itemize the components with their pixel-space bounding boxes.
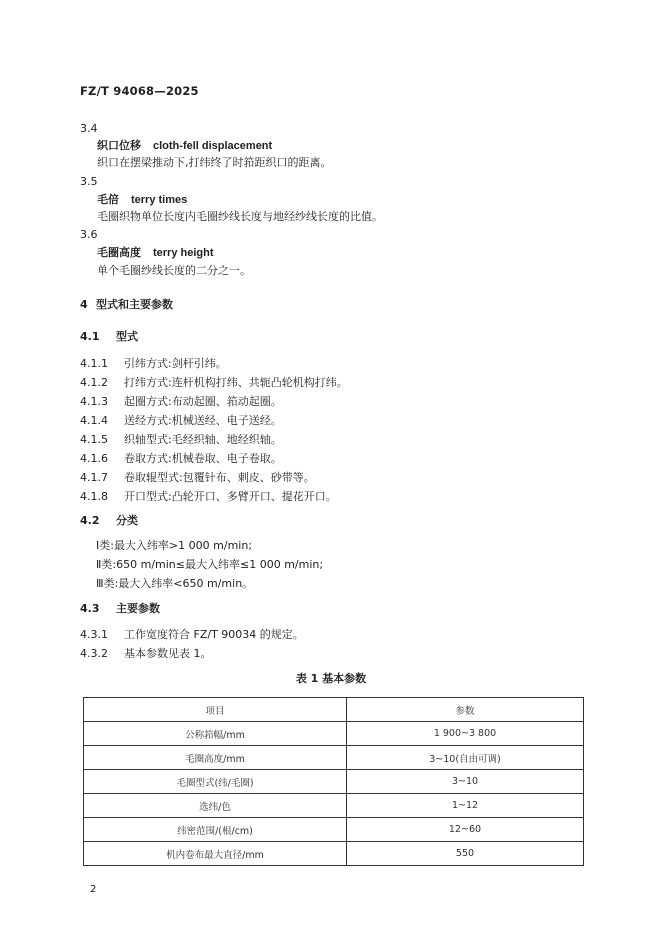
- table-cell: 毛圈型式(纬/毛圈): [84, 770, 347, 794]
- table-row: [84, 818, 584, 842]
- term-definition: 织口在摆梁推动下,打纬终了时筘距织口的距离。: [97, 156, 332, 169]
- term-number: 3.5: [80, 175, 98, 188]
- term-en: cloth-fell displacement: [153, 140, 273, 152]
- term-cn: 毛倍: [97, 193, 119, 206]
- class-item: Ⅱ类:650 m/min≤最大入纬率≤1 000 m/min;: [96, 558, 324, 571]
- term-cn: 毛圈高度: [97, 246, 141, 259]
- table-cell: 1 900~3 800: [347, 722, 584, 746]
- table-cell: 3~10: [347, 770, 584, 794]
- parameter-table: [83, 697, 584, 866]
- list-item: 4.1.4 送经方式:机械送经、电子送经。: [80, 414, 282, 427]
- table-header-cell: 参数: [347, 698, 584, 722]
- table-cell: 毛圈高度/mm: [84, 746, 347, 770]
- table-cell: 纬密范围/(根/cm): [84, 818, 347, 842]
- list-item: 4.1.2 打纬方式:连杆机构打纬、共轭凸轮机构打纬。: [80, 376, 348, 389]
- term-number: 3.4: [80, 122, 98, 135]
- list-item: 4.3.1 工作宽度符合 FZ/T 90034 的规定。: [80, 628, 304, 641]
- list-item: 4.1.6 卷取方式:机械卷取、电子卷取。: [80, 452, 282, 465]
- class-item: Ⅰ类:最大入纬率>1 000 m/min;: [96, 539, 253, 552]
- table-caption: 表 1 基本参数: [295, 672, 367, 685]
- term-en: terry times: [131, 194, 188, 206]
- page-number: 2: [90, 884, 97, 895]
- list-item: 4.1.5 织轴型式:毛经织轴、地经织轴。: [80, 433, 282, 446]
- table-row: [84, 842, 584, 866]
- table-cell: 12~60: [347, 818, 584, 842]
- term-heading: [97, 244, 214, 260]
- subsection-heading: 4.2 分类: [80, 514, 138, 527]
- list-item: 4.1.1 引纬方式:剑杆引纬。: [80, 357, 227, 370]
- term-definition: 单个毛圈纱线长度的二分之一。: [97, 264, 251, 277]
- list-item: 4.3.2 基本参数见表 1。: [80, 647, 212, 660]
- list-item: 4.1.3 起圈方式:布动起圈、筘动起圈。: [80, 395, 282, 408]
- table-cell: 3~10(自由可调): [347, 746, 584, 770]
- subsection-heading: 4.3 主要参数: [80, 602, 160, 615]
- list-item: 4.1.7 卷取辊型式:包覆针布、刺皮、砂带等。: [80, 471, 315, 484]
- table-row: [84, 746, 584, 770]
- term-heading: [97, 191, 187, 207]
- subsection-heading: 4.1 型式: [80, 330, 138, 343]
- table-row: [84, 722, 584, 746]
- term-definition: 毛圈织物单位长度内毛圈纱线长度与地经纱线长度的比值。: [97, 210, 383, 223]
- document-code: FZ/T 94068—2025: [80, 84, 199, 98]
- term-heading: [97, 137, 272, 153]
- table-cell: 1~12: [347, 794, 584, 818]
- class-item: Ⅲ类:最大入纬率<650 m/min。: [96, 577, 254, 590]
- table-cell: 选纬/色: [84, 794, 347, 818]
- table-row: [84, 770, 584, 794]
- term-cn: 织口位移: [97, 139, 141, 152]
- list-item: 4.1.8 开口型式:凸轮开口、多臂开口、提花开口。: [80, 490, 337, 503]
- table-cell: 机内卷布最大直径/mm: [84, 842, 347, 866]
- table-cell: 550: [347, 842, 584, 866]
- section-heading: 4 型式和主要参数: [80, 298, 173, 311]
- table-header-row: [84, 698, 584, 722]
- table-header-cell: 项目: [84, 698, 347, 722]
- table-row: [84, 794, 584, 818]
- table-cell: 公称筘幅/mm: [84, 722, 347, 746]
- term-number: 3.6: [80, 228, 98, 241]
- term-en: terry height: [153, 247, 214, 259]
